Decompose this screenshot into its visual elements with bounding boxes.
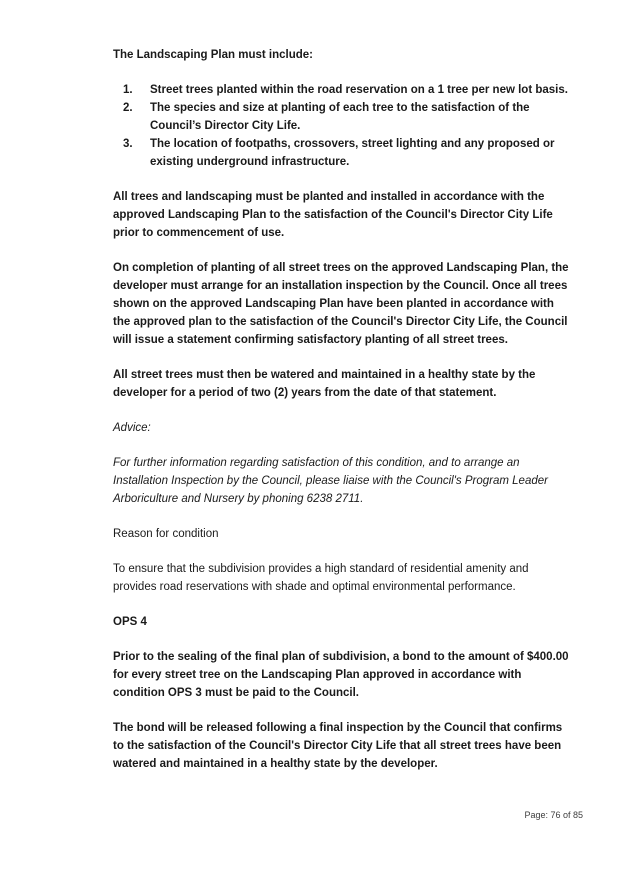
document-content [113,46,570,790]
page-number: Page: 76 of 85 [524,810,583,820]
paragraph: The bond will be released following a final inspection by the Council that confirms to the satisfaction of the Council's Director City Life that all street trees have been watered and maintained in a healthy state by the developer. [113,722,563,770]
section-heading: OPS 4 [113,616,147,628]
list-item-text: The species and size at planting of each tree to the satisfaction of the Council’s Director City Life. [150,102,530,132]
list-item-text: Street trees planted within the road reservation on a 1 tree per new lot basis. [150,84,568,96]
paragraph: Advice: [113,422,151,434]
list-item [113,99,570,135]
list-marker: 3. [123,138,133,150]
list-item [113,135,570,171]
paragraph: For further information regarding satisfaction of this condition, and to arrange an Installation Inspection by the Council, please liaise with the Council's Program Leader Arboriculture and Nursery by phoning 6238 2711. [113,457,548,505]
list-marker: 1. [123,84,133,96]
list-item-text: The location of footpaths, crossovers, street lighting and any proposed or existing underground infrastructure. [150,138,555,168]
paragraph: Reason for condition [113,528,219,540]
paragraph: On completion of planting of all street trees on the approved Landscaping Plan, the developer must arrange for an installation inspection by the Council. Once all trees shown on the approved Landscaping Plan have been planted in accordance with the approved plan to the satisfaction of the Council's Director City Life, the Council will issue a statement confirming satisfactory planting of all street trees. [113,262,569,346]
list-item [113,81,570,99]
numbered-list [113,81,570,171]
section-heading: The Landscaping Plan must include: [113,49,313,61]
paragraph: To ensure that the subdivision provides a high standard of residential amenity and provides road reservations with shade and optimal environmental performance. [113,563,529,593]
paragraph: Prior to the sealing of the final plan of subdivision, a bond to the amount of $400.00 for every street tree on the Landscaping Plan approved in accordance with condition OPS 3 must be paid to the Council. [113,651,569,699]
list-marker: 2. [123,102,133,114]
paragraph: All trees and landscaping must be planted and installed in accordance with the approved Landscaping Plan to the satisfaction of the Council's Director City Life prior to commencement of use. [113,191,553,239]
paragraph: All street trees must then be watered and maintained in a healthy state by the developer for a period of two (2) years from the date of that statement. [113,369,536,399]
